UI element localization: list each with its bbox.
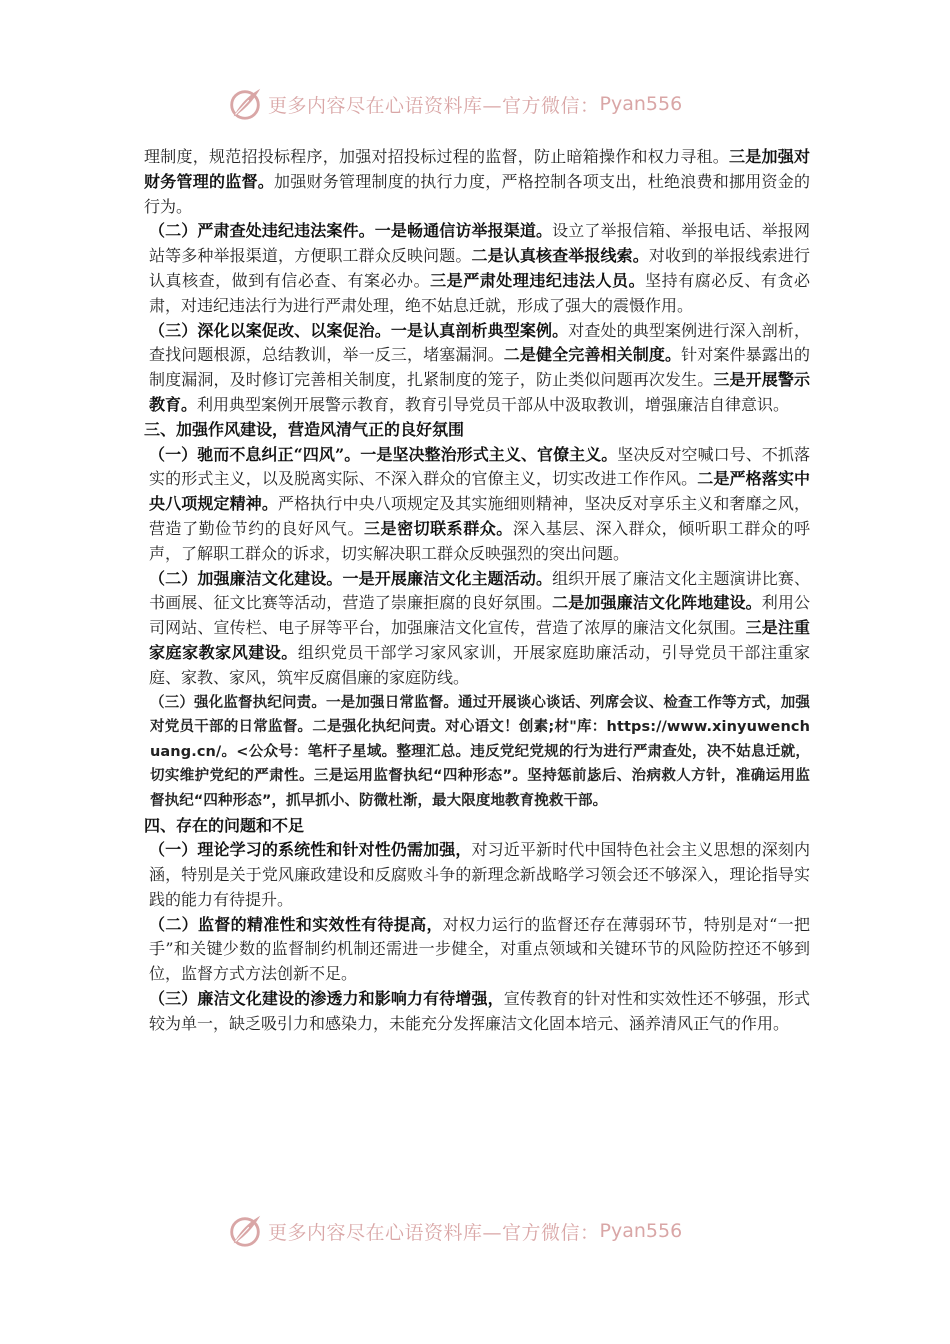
watermark-text: 更多内容尽在心语资料库—官方微信： <box>268 94 600 117</box>
paragraph <box>144 219 810 318</box>
paragraph <box>144 443 810 567</box>
text-run: 利用公司网站、宣传栏、电子屏等平台，加强廉洁文化宣传，营造了浓厚的廉洁文化氛围。 <box>149 593 810 638</box>
text-run: 严格执行中央八项规定及其实施细则精神，坚决反对享乐主义和奢靡之风，营造了勤俭节约的良好风气。 <box>149 494 810 538</box>
text-run: 组织开展了廉洁文化主题演讲比赛、书画展、征文比赛等活动，营造了崇廉拒腐的良好氛围。 <box>149 568 810 613</box>
text-run: 宣传教育的针对性和实效性还不够强，形式较为单一，缺乏吸引力和感染力，未能充分发挥廉洁文化固本培元、涵养清风正气的作用。 <box>149 989 810 1033</box>
text-run: 理制度，规范招投标程序，加强对招投标过程的监督，防止暗箱操作和权力寻租。 <box>144 147 729 166</box>
bold-text: （二）严肃查处违纪违法案件。一是畅通信访举报渠道。 <box>149 221 553 241</box>
bold-text: （二）加强廉洁文化建设。一是开展廉洁文化主题活动。 <box>149 568 553 588</box>
bold-text: 三、加强作风建设，营造风清气正的良好氛围 <box>144 419 465 439</box>
text-run: 坚持有腐必反、有贪必肃，对违纪违法行为进行严肃处理，绝不姑息迁就，形成了强大的震慑作用。 <box>149 270 810 315</box>
watermark-text: 更多内容尽在心语资料库—官方微信： <box>268 1221 600 1244</box>
paragraph <box>144 319 810 418</box>
paragraph <box>144 838 810 912</box>
watermark-wechat-id: Pyan556 <box>599 1220 683 1242</box>
bold-text: （三）廉洁文化建设的渗透力和影响力有待增强， <box>149 989 504 1009</box>
bold-text: 三是注重家庭家教家风建设。 <box>149 618 810 662</box>
bold-text: 三是密切联系群众。 <box>364 518 513 538</box>
section-heading <box>144 814 810 839</box>
quill-logo-icon <box>226 1212 264 1250</box>
text-run: 利用典型案例开展警示教育，教育引导党员干部从中汲取教训，增强廉洁自律意识。 <box>197 394 790 414</box>
quill-logo-icon <box>226 85 264 123</box>
bold-text: 二是加强廉洁文化阵地建设。 <box>552 593 762 613</box>
paragraph <box>144 691 810 814</box>
watermark-footer <box>226 1211 682 1251</box>
text-run: 对收到的举报线索进行认真核查，做到有信必查、有案必办。 <box>149 246 810 290</box>
text-run: 深入基层、深入群众，倾听职工群众的呼声，了解职工群众的诉求，切实解决职工群众反映强烈的突出问题。 <box>149 518 810 563</box>
bold-text: 二是认真核查举报线索。 <box>471 246 649 266</box>
paragraph <box>144 145 810 219</box>
watermark-header <box>226 84 682 124</box>
paragraph <box>144 567 810 691</box>
bold-text: 三是开展警示教育。 <box>149 370 810 414</box>
bold-text: （一）理论学习的系统性和针对性仍需加强， <box>149 840 472 860</box>
section-heading <box>144 418 810 443</box>
text-run: 坚决反对空喊口号、不抓落实的形式主义，以及脱离实际、不深入群众的官僚主义，切实改进工作作风。 <box>149 444 810 489</box>
watermark-wechat-id: Pyan556 <box>599 93 683 115</box>
bold-text: 二是健全完善相关制度。 <box>503 345 682 365</box>
text-run: 对权力运行的监督还存在薄弱环节，特别是对“一把手”和关键少数的监督制约机制还需进一步健全，对重点领域和关键环节的风险防控还不够到位，监督方式方法创新不足。 <box>149 914 810 984</box>
paragraph <box>144 913 810 987</box>
bold-text: 二是严格落实中央八项规定精神。 <box>149 469 810 514</box>
bold-text: （二）监督的精准性和实效性有待提高， <box>149 914 443 934</box>
bold-text: 四、存在的问题和不足 <box>144 815 305 835</box>
bold-text: （三）深化以案促改、以案促治。一是认真剖析典型案例。 <box>149 320 569 340</box>
document-body <box>144 145 810 1037</box>
text-run: 组织党员干部学习家风家训，开展家庭助廉活动，引导党员干部注重家庭、家教、家风，筑牢反腐倡廉的家庭防线。 <box>149 642 810 687</box>
text-run: 对习近平新时代中国特色社会主义思想的深刻内涵，特别是关于党风廉政建设和反腐败斗争的新理念新战略学习领会还不够深入，理论指导实践的能力有待提升。 <box>149 840 810 909</box>
text-run: 加强财务管理制度的执行力度，严格控制各项支出，杜绝浪费和挪用资金的行为。 <box>144 171 810 216</box>
bold-text: 三是严肃处理违纪违法人员。 <box>430 270 646 290</box>
text-run: 对查处的典型案例进行深入剖析，查找问题根源，总结教训，举一反三，堵塞漏洞。 <box>149 320 810 365</box>
text-run: 设立了举报信箱、举报电话、举报网站等多种举报渠道，方便职工群众反映问题。 <box>149 221 810 266</box>
bold-text: （一）驰而不息纠正“四风”。一是坚决整治形式主义、官僚主义。 <box>149 444 618 464</box>
paragraph <box>144 987 810 1037</box>
text-run: （三）强化监督执纪问责。一是加强日常监督。通过开展谈心谈话、列席会议、检查工作等方式，加强对党员干部的日常监督。二是强化执纪问责。对心语文！创素;材"库：https://www.xinyuwenchuang.cn/。<公众号：笔杆子星域。整理汇总。违反党纪党规的行为进行严肃查处，决不姑息迁就，切实维护党纪的严肃性。三是运用监督执纪“四种形态”。坚持惩前毖后、治病救人方针，准确运用监督执纪“四种形态”，抓早抓小、防微杜渐，最大限度地教育挽救干部。 <box>150 694 810 809</box>
bold-text: 三是加强对财务管理的监督。 <box>144 147 810 191</box>
text-run: 针对案件暴露出的制度漏洞，及时修订完善相关制度，扎紧制度的笼子，防止类似问题再次发生。 <box>149 345 810 390</box>
